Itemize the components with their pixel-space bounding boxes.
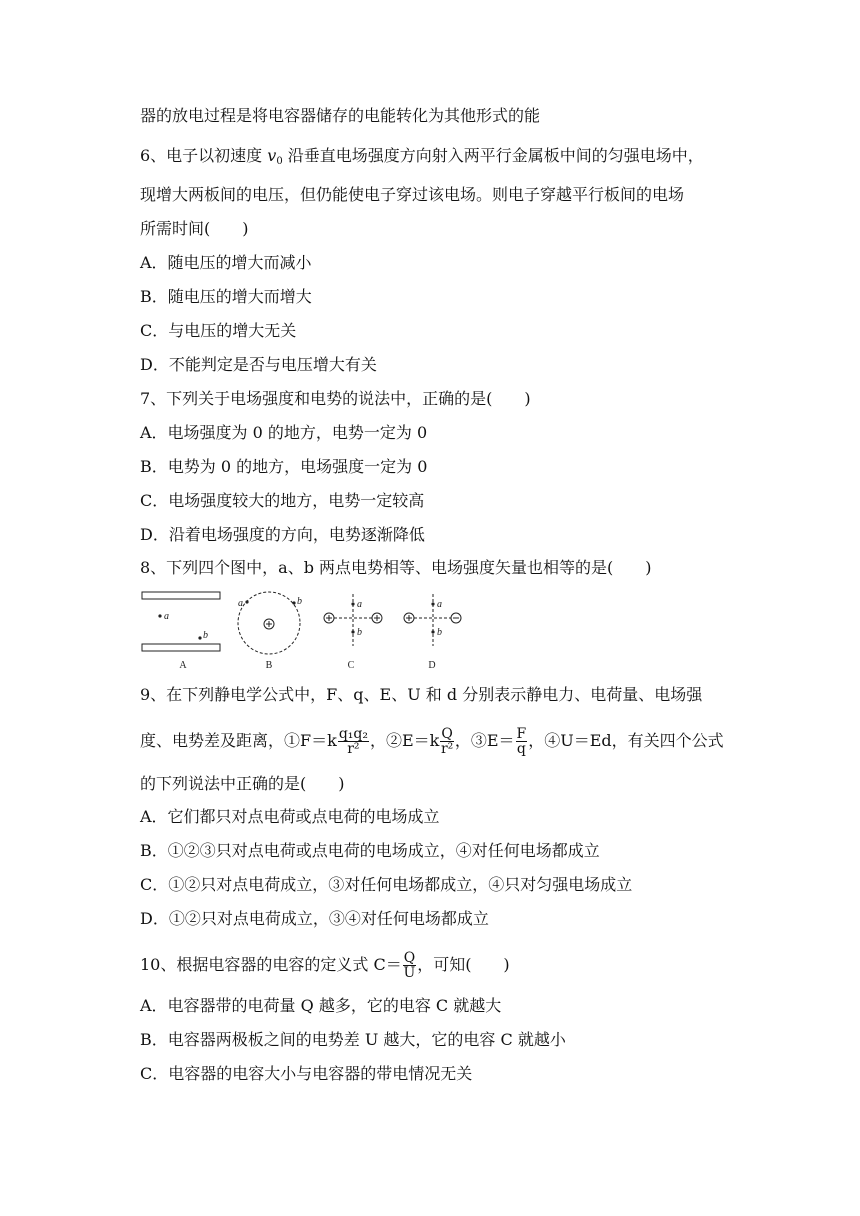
q6-option-d: D．不能判定是否与电压增大有关 [140,355,377,374]
q9-f3-num: F [516,726,527,742]
q9-f1-den: r² [347,741,360,757]
q9-option-c: C．①②只对点电荷成立，③对任何电场都成立，④只对匀强电场成立 [140,875,633,894]
q7-option-c: C．电场强度较大的地方，电势一定较高 [140,491,425,510]
q9-option-b: B．①②③只对点电荷或点电荷的电场成立，④对任何电场都成立 [140,841,600,860]
q10-stem-suffix: ，可知( ) [417,955,510,974]
q6-line1-a: 6、电子以初速度 [140,146,268,165]
fig-d-point-a [431,602,434,605]
q6-option-b: B．随电压的增大而增大 [140,287,312,306]
q6-option-c: C．与电压的增大无关 [140,321,297,340]
fig-label-d: D [428,660,436,671]
q9-line1: 9、在下列静电学公式中，F、q、E、U 和 d 分别表示静电力、电荷量、电场强 [140,685,703,704]
q6-line3: 所需时间( ) [140,219,249,238]
q9-formula2 [440,727,453,756]
fig-c-label-b: b [357,627,362,638]
fig-label-c: C [347,660,355,671]
q8-figure [138,588,478,672]
q9-mid2: ，③E＝ [454,731,515,750]
q6-line2: 现增大两板间的电压，但仍能使电子穿过该电场。则电子穿越平行板间的电场 [140,185,685,204]
q9-option-a: A．它们都只对点电荷或点电荷的电场成立 [140,807,440,826]
q10-stem-prefix: 10、根据电容器的电容的定义式 C＝ [140,955,402,974]
q10-formula [403,951,416,980]
q9-formula1 [338,727,369,756]
q10-f-den: U [403,965,416,981]
fig-label-b: B [265,660,273,671]
q7-option-a: A．电场强度为 0 的地方，电势一定为 0 [140,423,428,442]
q9-tail: ，④U＝Ed，有关四个公式 [528,731,724,750]
fig-a-point-a [158,614,161,617]
q10-option-c: C．电容器的电容大小与电容器的带电情况无关 [140,1064,473,1083]
fig-c-label-a: a [357,599,362,610]
q10-option-a: A．电容器带的电荷量 Q 越多，它的电容 C 就越大 [140,996,502,1015]
q7-stem: 7、下列关于电场强度和电势的说法中，正确的是( ) [140,389,531,408]
fig-b-point-a [245,600,248,603]
q9-line2 [140,727,724,756]
q9-mid1: ，②E＝k [369,731,440,750]
q6-option-a: A．随电压的增大而减小 [140,253,312,272]
q9-f2-num: Q [441,726,453,742]
q6-v: v [267,146,277,165]
fig-b-label-b: b [297,596,302,607]
q9-option-d: D．①②只对点电荷成立，③④对任何电场都成立 [140,909,489,928]
q9-f1-num: q₁q₂ [338,726,368,742]
q10-option-b: B．电容器两极板之间的电势差 U 越大，它的电容 C 就越小 [140,1030,566,1049]
q6-v-sub: 0 [276,156,283,167]
q7-option-b: B．电势为 0 的地方，电场强度一定为 0 [140,457,428,476]
q6-line1 [140,146,704,172]
continuation-line: 器的放电过程是将电容器储存的电能转化为其他形式的能 [140,106,541,125]
fig-d-label-b: b [437,627,442,638]
fig-a-point-b [198,636,201,639]
q10-stem [140,951,510,980]
q9-line2-prefix: 度、电势差及距离，①F＝k [140,731,337,750]
fig-d-label-a: a [437,599,442,610]
fig-a-bottom-plate [142,644,220,651]
q8-stem: 8、下列四个图中，a、b 两点电势相等、电场强度矢量也相等的是( ) [140,558,652,577]
fig-label-a: A [179,660,187,671]
fig-d-point-b [431,630,434,633]
fig-a-label-a: a [164,611,169,622]
q6-line1-b: 沿垂直电场强度方向射入两平行金属板中间的匀强电场中， [282,146,704,165]
fig-b-point-b [292,601,295,604]
fig-c-point-b [351,630,354,633]
q9-formula3 [516,727,528,756]
fig-a-label-b: b [203,630,208,641]
q9-f3-den: q [516,741,526,757]
fig-b-label-a: a [238,598,243,609]
fig-a-top-plate [142,592,220,599]
q9-f2-den: r² [440,741,454,757]
q9-line3: 的下列说法中正确的是( ) [140,774,345,793]
q7-option-d: D．沿着电场强度的方向，电势逐渐降低 [140,525,425,544]
q10-f-num: Q [403,950,416,966]
fig-c-point-a [351,602,354,605]
